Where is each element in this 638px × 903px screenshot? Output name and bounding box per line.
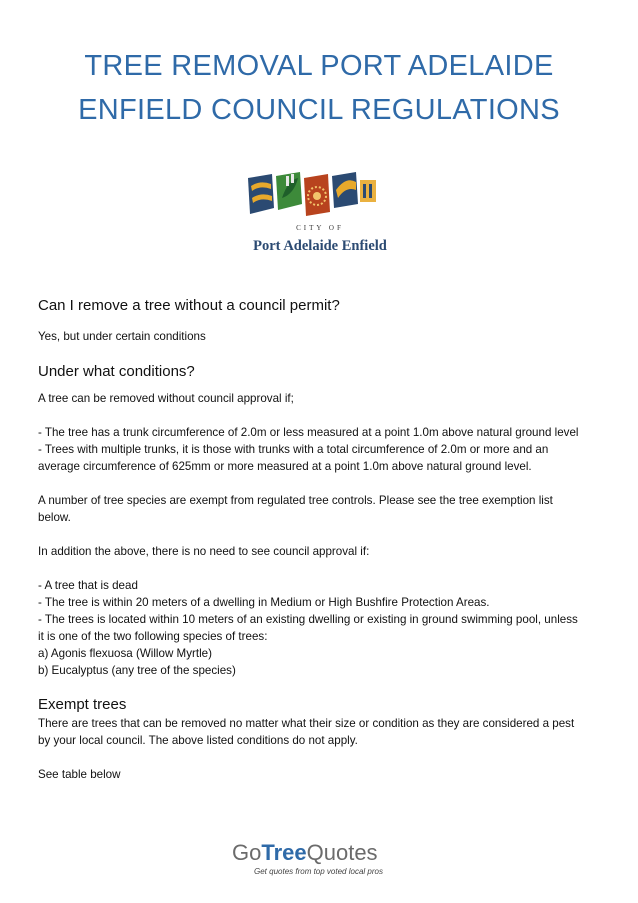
section-heading-permit: Can I remove a tree without a council permit? [38,297,340,314]
exempt-paragraph: There are trees that can be removed no matter what their size or condition as they are considered a pest [38,717,575,730]
additional-item: - The tree is within 20 meters of a dwelling in Medium or High Bushfire Protection Areas. [38,596,490,609]
additional-item: - A tree that is dead [38,579,138,592]
section-heading-exempt: Exempt trees [38,696,127,713]
exemption-note: A number of tree species are exempt from regulated tree controls. Please see the tree exemption list [38,494,553,507]
council-logo [230,168,410,268]
section-heading-conditions: Under what conditions? [38,363,195,380]
species-item: a) Agonis flexuosa (Willow Myrtle) [38,647,212,660]
council-emblem-icon [230,168,410,224]
additional-item: - The trees is located within 10 meters of an existing dwelling or existing in ground swimming pool, unless [38,613,578,626]
condition-item: - The tree has a trunk circumference of 2.0m or less measured at a point 1.0m above natural ground level [38,426,579,439]
logo-council-name: Port Adelaide Enfield [253,238,387,254]
gotreequotes-logo [232,840,408,880]
exemption-note-continued: below. [38,511,71,524]
species-item: b) Eucalyptus (any tree of the species) [38,664,236,677]
exempt-paragraph-continued: by your local council. The above listed conditions do not apply. [38,734,358,747]
title-line-2: ENFIELD COUNCIL REGULATIONS [78,94,560,126]
brand-go: Go [232,840,262,865]
document-body [38,296,598,783]
conditions-intro: A tree can be removed without council approval if; [38,392,294,405]
brand-tagline: Get quotes from top voted local pros [254,867,383,876]
condition-item-continued: average circumference of 625mm or more measured at a point 1.0m above natural ground level. [38,460,532,473]
title-line-1: TREE REMOVAL PORT ADELAIDE [84,50,554,82]
additional-item-continued: it is one of the two following species of trees: [38,630,268,643]
condition-item: - Trees with multiple trunks, it is those with trunks with a total circumference of 2.0m or more and an [38,443,549,456]
page-title [0,44,638,132]
additional-intro: In addition the above, there is no need to see council approval if: [38,545,370,558]
logo-city-of: CITY OF [296,224,344,232]
brand-tree: Tree [261,840,307,865]
table-reference: See table below [38,768,121,781]
brand-quotes: Quotes [306,840,378,865]
brand-wordmark [232,840,378,866]
permit-answer: Yes, but under certain conditions [38,330,206,343]
